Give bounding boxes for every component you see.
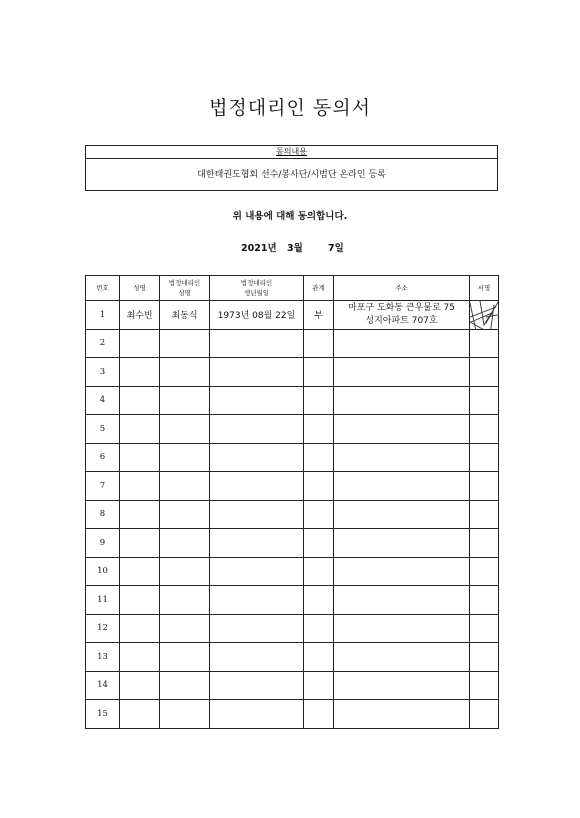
row-signature [470,700,499,729]
row-number: 15 [86,700,120,729]
row-name [120,586,160,615]
row-signature [470,329,499,358]
row-address [334,700,470,729]
row-name [120,386,160,415]
row-address [334,415,470,444]
header-number: 번호 [86,276,120,301]
table-row [86,557,499,586]
row-guardian-birth [210,415,304,444]
agreement-text: 위 내용에 대해 동의합니다. [232,211,348,222]
row-address [334,643,470,672]
row-guardian-name [160,472,210,501]
row-relation [304,529,334,558]
table-row [86,329,499,358]
date-day: 7일 [328,243,344,254]
row-relation [304,358,334,387]
table-row [86,443,499,472]
row-name [120,643,160,672]
row-guardian-birth [210,586,304,615]
row-address [334,671,470,700]
row-name [120,358,160,387]
row-relation [304,671,334,700]
row-number: 4 [86,386,120,415]
header-address: 주소 [334,276,470,301]
row-number: 5 [86,415,120,444]
header-guardian-name-line1: 법정대리인 [168,279,201,287]
row-guardian-name [160,529,210,558]
header-guardian-birth-line2: 생년월일 [243,289,270,297]
row-address [334,443,470,472]
row-guardian-name [160,329,210,358]
row-name [120,329,160,358]
row-address-line1: 마포구 도화동 큰우물로 75 [348,302,455,313]
row-signature [470,529,499,558]
row-guardian-birth [210,671,304,700]
row-name [120,529,160,558]
row-relation [304,329,334,358]
row-signature [470,671,499,700]
row-signature [470,586,499,615]
row-guardian-name [160,358,210,387]
table-row [86,500,499,529]
row-guardian-name [160,500,210,529]
row-name [120,415,160,444]
row-signature [470,386,499,415]
row-guardian-name [160,671,210,700]
row-name [120,557,160,586]
table-row [86,671,499,700]
header-signature: 서명 [470,276,499,301]
header-guardian-birth-line1: 법정대리인 [240,279,273,287]
row-address [334,586,470,615]
row-guardian-birth [210,700,304,729]
row-signature [470,500,499,529]
consent-header: 동의내용 [86,146,497,159]
table-row [86,700,499,729]
row-guardian-birth: 1973년 08월 22일 [210,301,304,330]
row-address-line2: 성지아파트 707호 [365,315,438,326]
guardian-table [85,275,499,729]
row-relation [304,415,334,444]
row-number: 1 [86,301,120,330]
row-name [120,700,160,729]
row-guardian-birth [210,529,304,558]
table-row [86,586,499,615]
table-row [86,301,499,330]
header-guardian-name-line2: 성명 [178,289,191,297]
row-guardian-birth [210,472,304,501]
row-relation [304,586,334,615]
row-guardian-name: 최동식 [160,301,210,330]
row-name [120,443,160,472]
table-header-row [86,276,499,301]
row-name [120,472,160,501]
row-signature [470,443,499,472]
row-guardian-name [160,557,210,586]
row-signature [470,614,499,643]
row-number: 11 [86,586,120,615]
row-number: 12 [86,614,120,643]
row-guardian-birth [210,500,304,529]
row-guardian-birth [210,358,304,387]
row-name [120,500,160,529]
consent-content: 대한태권도협회 선수/봉사단/시범단 온라인 등록 [197,170,386,180]
row-guardian-birth [210,643,304,672]
row-signature [470,415,499,444]
row-number: 9 [86,529,120,558]
row-guardian-name [160,614,210,643]
row-guardian-name [160,386,210,415]
row-number: 13 [86,643,120,672]
table-row [86,415,499,444]
table-row [86,614,499,643]
row-guardian-birth [210,386,304,415]
row-address [334,472,470,501]
table-row [86,472,499,501]
row-signature [470,557,499,586]
document-title: 법정대리인 동의서 [209,97,371,119]
header-name: 성명 [120,276,160,301]
row-guardian-name [160,700,210,729]
row-number: 6 [86,443,120,472]
row-relation [304,443,334,472]
row-guardian-birth [210,443,304,472]
row-number: 3 [86,358,120,387]
table-row [86,529,499,558]
row-relation [304,500,334,529]
row-address [334,529,470,558]
row-signature [470,643,499,672]
row-relation [304,643,334,672]
row-signature [470,472,499,501]
row-address [334,614,470,643]
row-number: 2 [86,329,120,358]
date-year: 2021년 [241,243,277,254]
table-row [86,358,499,387]
row-guardian-birth [210,329,304,358]
table-row [86,386,499,415]
header-guardian-name [160,276,210,301]
row-address [334,329,470,358]
row-signature [470,358,499,387]
row-guardian-name [160,586,210,615]
header-guardian-birth [210,276,304,301]
row-name: 최수빈 [120,301,160,330]
row-name [120,671,160,700]
row-number: 14 [86,671,120,700]
row-address [334,557,470,586]
row-address [334,386,470,415]
row-address [334,301,470,330]
row-relation [304,614,334,643]
row-relation [304,472,334,501]
row-number: 8 [86,500,120,529]
row-guardian-name [160,643,210,672]
row-relation [304,700,334,729]
row-relation: 부 [304,301,334,330]
row-relation [304,557,334,586]
row-number: 10 [86,557,120,586]
row-number: 7 [86,472,120,501]
row-guardian-birth [210,614,304,643]
consent-box [85,145,498,191]
date-month: 3월 [287,243,303,254]
row-guardian-name [160,443,210,472]
signature-mark [470,301,498,328]
row-name [120,614,160,643]
row-relation [304,386,334,415]
row-address [334,500,470,529]
row-guardian-name [160,415,210,444]
row-signature [470,301,499,330]
table-row [86,643,499,672]
row-address [334,358,470,387]
header-relation: 관계 [304,276,334,301]
row-guardian-birth [210,557,304,586]
